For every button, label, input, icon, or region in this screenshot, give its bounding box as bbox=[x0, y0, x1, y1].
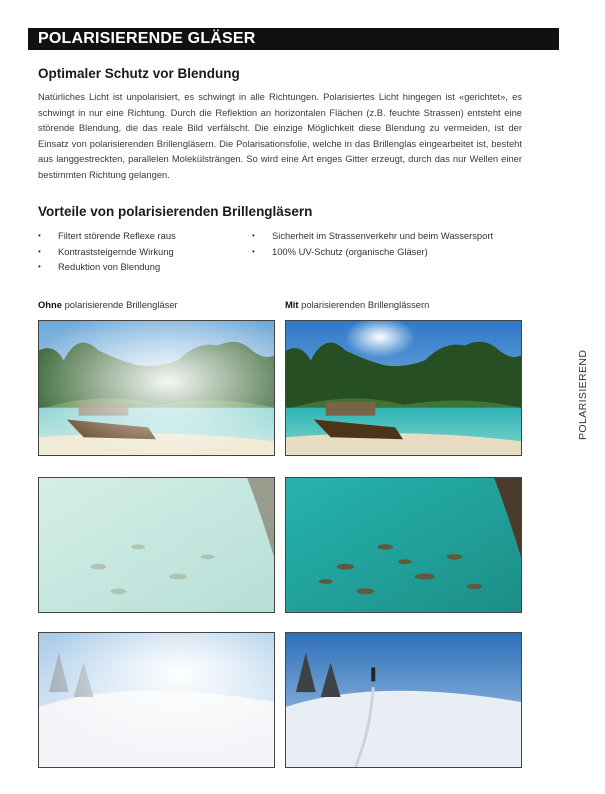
intro-paragraph: Natürliches Licht ist unpolarisiert, es schwingt in alle Richtungen. Polarisiertes Licht hingegen ist «gerichtet», es schwingt in nur eine Richtung. Durch die Reflektion an horizontalen Flächen (z.B. feuchte Strassen) entsteht eine störende Blendung, die das reale Bild verfälscht. Die einzige Möglichkeit diese Blendung zu vermeiden, ist der Einsatz von polarisierenden Brillengläsern. Die Polarisationsfolie, welche in das Brillenglas eingearbeitet ist, besteht aus langgestreckten, parallelen Molekülsträngen. So wird eine Art enges Gitter erzeugt, durch das nur Wellen einer bestimmten Richtung gelangen. bbox=[38, 91, 522, 180]
side-tab-label: POLARISIEREND bbox=[577, 349, 589, 440]
label-rest: polarisierenden Brillenglässern bbox=[298, 299, 430, 310]
photo-snow-with-polarization bbox=[285, 632, 522, 768]
benefits-list-left bbox=[38, 228, 176, 275]
column-label-without bbox=[38, 299, 178, 310]
benefits-list-right bbox=[252, 228, 493, 259]
photo-water-with-polarization bbox=[285, 477, 522, 613]
photo-snow-without-polarization bbox=[38, 632, 275, 768]
photo-beach-without-polarization bbox=[38, 320, 275, 456]
benefit-item: • Filtert störende Reflexe raus bbox=[38, 228, 176, 244]
benefit-item: • Reduktion von Blendung bbox=[38, 259, 176, 275]
benefit-item: • Kontraststeigernde Wirkung bbox=[38, 244, 176, 260]
label-rest: polarisierende Brillengläser bbox=[61, 299, 178, 310]
benefit-item: • 100% UV-Schutz (organische Gläser) bbox=[252, 244, 493, 260]
section-heading-glare: Optimaler Schutz vor Blendung bbox=[38, 66, 240, 81]
benefit-item: • Sicherheit im Strassenverkehr und beim Wassersport bbox=[252, 228, 493, 244]
column-label-with bbox=[285, 299, 429, 310]
label-bold: Ohne bbox=[38, 299, 62, 310]
section-heading-benefits: Vorteile von polarisierenden Brillengläsern bbox=[38, 204, 313, 219]
page-title: POLARISIERENDE GLÄSER bbox=[28, 28, 559, 50]
photo-water-without-polarization bbox=[38, 477, 275, 613]
label-bold: Mit bbox=[285, 299, 299, 310]
photo-beach-with-polarization bbox=[285, 320, 522, 456]
